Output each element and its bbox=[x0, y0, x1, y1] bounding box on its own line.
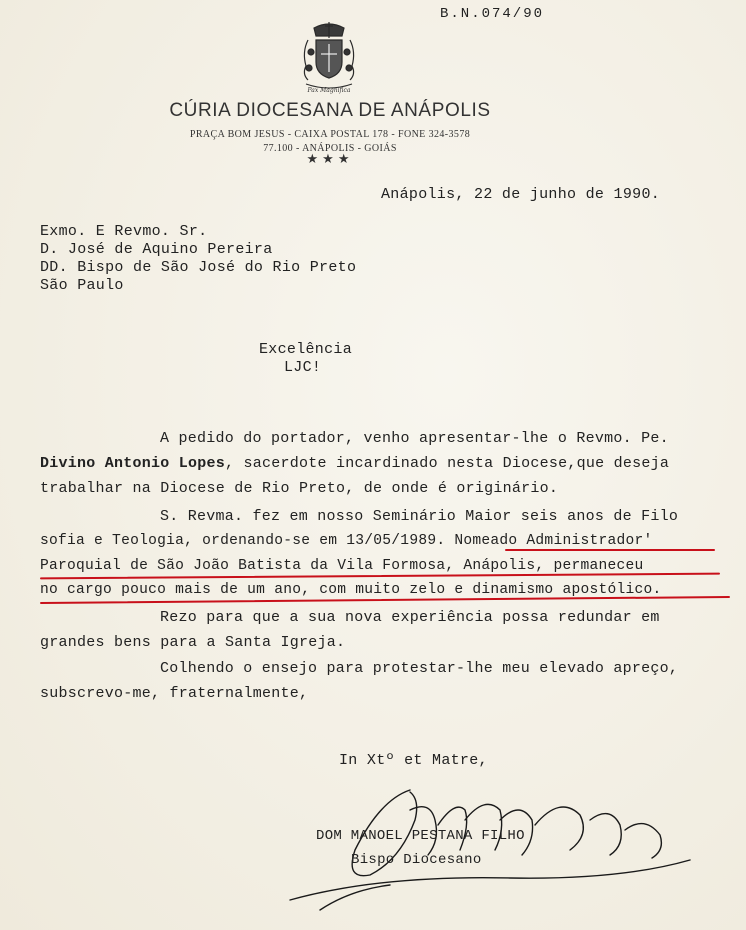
reference-number: B.N.074/90 bbox=[440, 6, 545, 22]
paragraph-1-line-2 bbox=[40, 455, 669, 472]
paragraph-2-line-3: Paroquial de São João Batista da Vila Formosa, Anápolis, permaneceu bbox=[40, 558, 644, 574]
priest-name: Divino Antonio Lopes bbox=[40, 455, 226, 472]
letterhead-title: CÚRIA DIOCESANA DE ANÁPOLIS bbox=[169, 100, 491, 121]
salutation-line-1: Excelência bbox=[259, 341, 353, 358]
paragraph-1-line-2-rest: , sacerdote incardinado nesta Diocese,que deseja bbox=[225, 455, 670, 472]
paragraph-3-line-2: grandes bens para a Santa Igreja. bbox=[40, 634, 346, 651]
paragraph-1-line-1: A pedido do portador, venho apresentar-lhe o Revmo. Pe. bbox=[160, 430, 669, 447]
paragraph-4-line-2: subscrevo-me, fraternalmente, bbox=[40, 685, 309, 702]
letterhead-address-line2: 77.100 - ANÁPOLIS - GOIÁS bbox=[263, 143, 397, 154]
paragraph-2-line-1: S. Revma. fez em nosso Seminário Maior seis anos de Filo bbox=[160, 508, 679, 525]
svg-text:Pax Magnifica: Pax Magnifica bbox=[307, 87, 351, 94]
recipient-line-4: São Paulo bbox=[40, 277, 124, 294]
handwritten-signature bbox=[260, 780, 740, 920]
date-line: Anápolis, 22 de junho de 1990. bbox=[381, 186, 661, 203]
recipient-line-3: DD. Bispo de São José do Rio Preto bbox=[40, 259, 357, 276]
recipient-line-2: D. José de Aquino Pereira bbox=[40, 241, 273, 258]
highlight-underline-1 bbox=[505, 549, 715, 551]
signatory-name: DOM MANOEL PESTANA FILHO bbox=[316, 828, 525, 844]
paragraph-2-line-2: sofia e Teologia, ordenando-se em 13/05/1989. Nomeado Administrador' bbox=[40, 533, 653, 549]
paragraph-2-line-4: no cargo pouco mais de um ano, com muito zelo e dinamismo apostólico. bbox=[40, 582, 662, 598]
closing-line: In Xtº et Matre, bbox=[339, 752, 488, 769]
signatory-title: Bispo Diocesano bbox=[351, 852, 482, 868]
recipient-line-1: Exmo. E Revmo. Sr. bbox=[40, 223, 208, 240]
paragraph-3-line-1: Rezo para que a sua nova experiência possa redundar em bbox=[160, 609, 660, 626]
salutation-line-2: LJC! bbox=[284, 359, 322, 376]
paragraph-1-line-3: trabalhar na Diocese de Rio Preto, de onde é originário. bbox=[40, 480, 559, 497]
letterhead-stars: ★★★ bbox=[306, 152, 354, 167]
diocese-crest-logo bbox=[298, 22, 360, 94]
letterhead-address-line1: PRAÇA BOM JESUS - CAIXA POSTAL 178 - FONE 324-3578 bbox=[189, 129, 471, 140]
paragraph-4-line-1: Colhendo o ensejo para protestar-lhe meu elevado apreço, bbox=[160, 660, 679, 677]
